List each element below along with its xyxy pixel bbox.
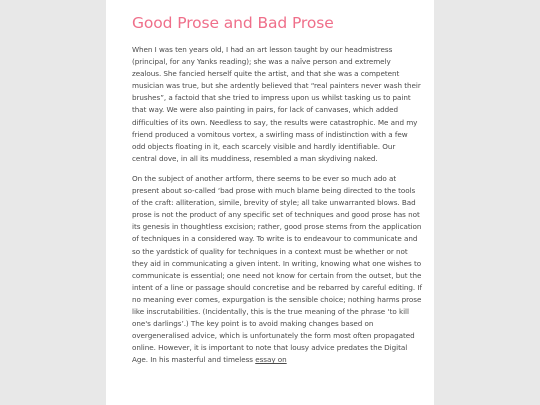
- article-title: Good Prose and Bad Prose: [132, 14, 334, 32]
- essay-link[interactable]: essay on: [255, 355, 287, 365]
- paragraph-2-text: On the subject of another artform, there seems to be ever so much ado at present about so-called ‘bad prose with much blame being directed to the tools of the craft: alliteration, simile, brevity of style; all take unwarranted blows. Bad prose is not the product of any specific set of techniques and good prose has not its genesis in thoughtless excision; rather, good prose stems from the application of techniques in a considered way. To write is to endeavour to communicate and so the yardstick of quality for techniques in a context must be whether or not they aid in communicating a given intent. In writing, knowing what one wishes to communicate is essential; one need not know for certain from the outset, but the intent of a line or passage should concretise and be rebarred by careful editing. If no meaning ever comes, expurgation is the sensible choice; nothing harms prose like inscrutabilities. (Incidentally, this is the true meaning of the phrase ‘to kill one's darlings’.) The key point is to avoid making changes based on overgeneralised advice, which is unfortunately the form most often propagated online. However, it is important to note that lousy advice predates the Digital Age. In his masterful and timeless: [132, 173, 422, 365]
- article: [106, 0, 422, 366]
- page-content: [106, 0, 434, 405]
- article-paragraph-2: [132, 173, 422, 367]
- article-paragraph-1: When I was ten years old, I had an art lesson taught by our headmistress (principal, for any Yanks reading); she was a naïve person and extremely zealous. She fancied herself quite the artist, and that she was a competent musician was true, but she ardently believed that “real painters never wash their brushes”, a factoid that she tried to impress upon us whilst tasking us to paint that way. We were also painting in pairs, for lack of canvases, which added difficulties of its own. Needless to say, the results were catastrophic. Me and my friend produced a vomitous vortex, a swirling mass of indistinction with a few odd objects floating in it, each scarcely visible and hardly identifiable. Our central dove, in all its muddiness, resembled a man skydiving naked.: [132, 45, 421, 163]
